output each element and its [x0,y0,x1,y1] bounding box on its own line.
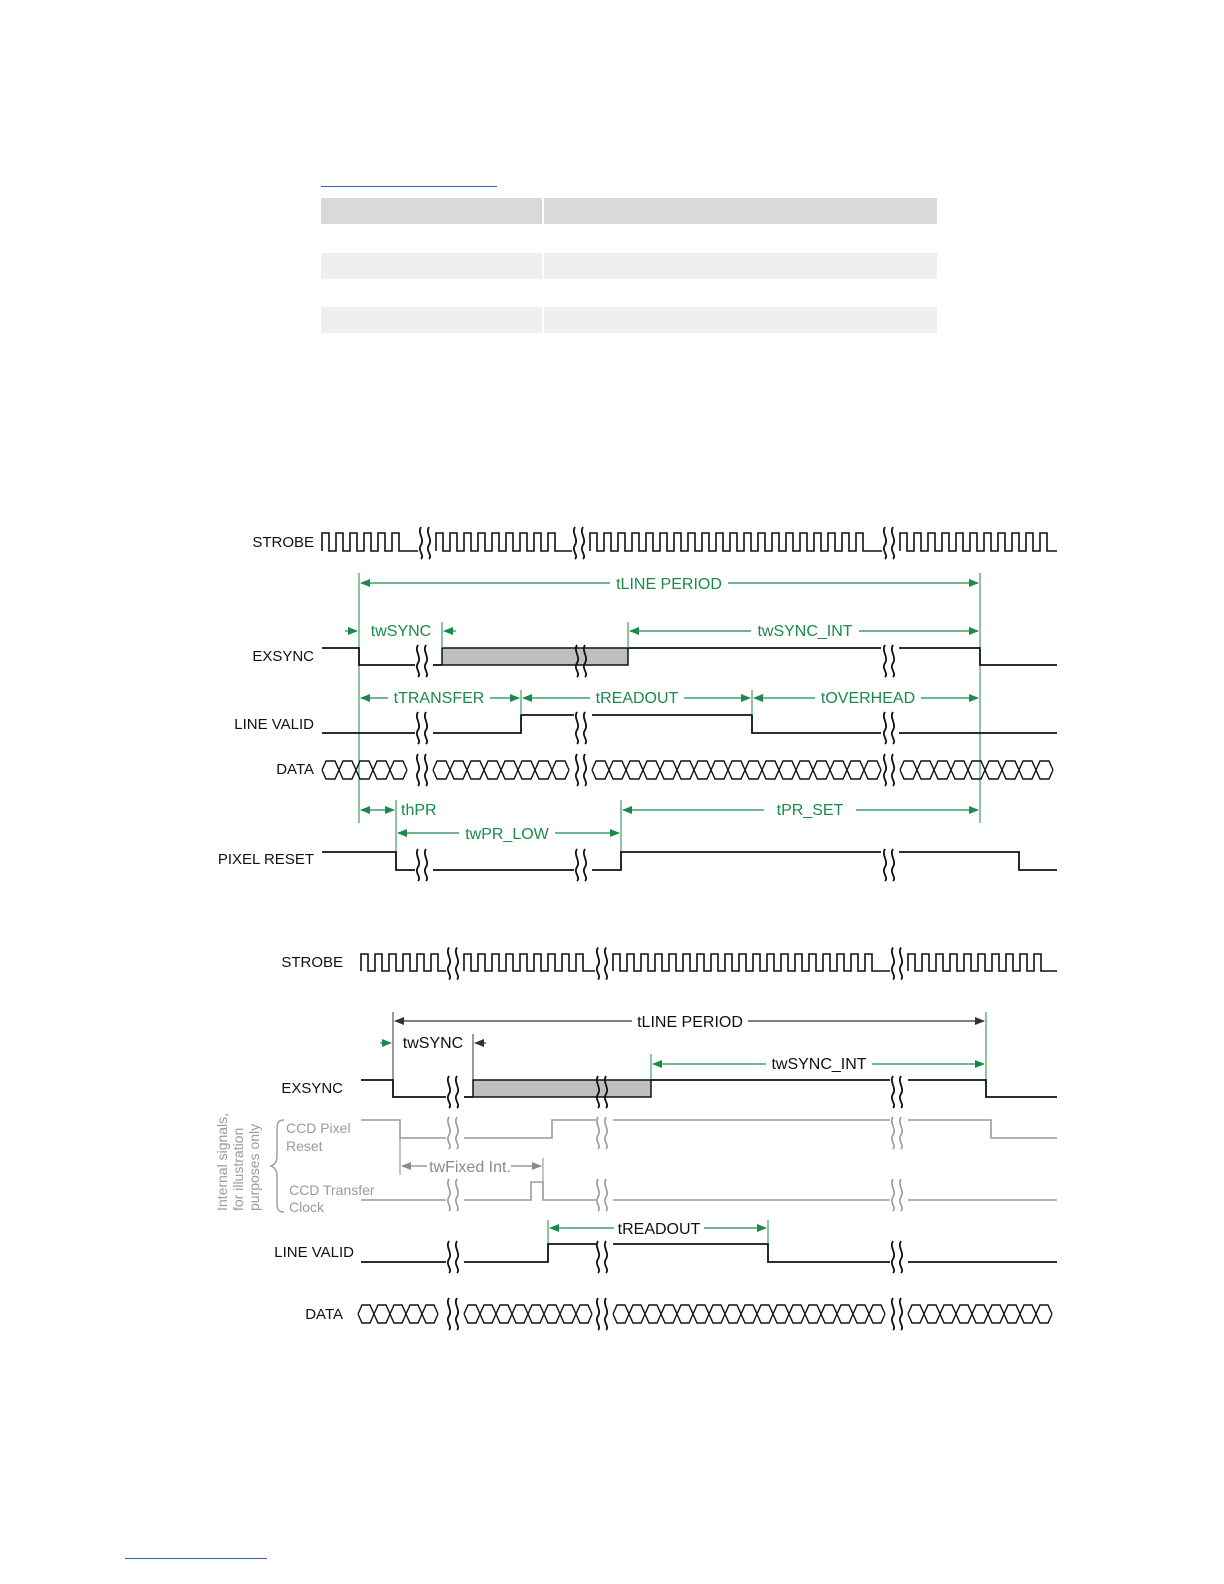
signal-label-data: DATA [276,761,314,778]
break-mark [417,645,427,677]
break-mark [448,948,458,980]
break-mark [576,754,586,786]
strobe-segment [590,533,882,551]
label-pr-set: tPR_SET [776,802,844,819]
ccd-pixel-reset-label-1: CCD Pixel [286,1120,351,1136]
strobe-segment [436,533,572,551]
break-stroke [884,754,886,786]
break-mark [597,1117,607,1149]
break-mark [892,1241,902,1273]
line-valid-dimensions [361,689,978,715]
wsync-int-dimension [628,622,978,648]
break-mark [892,948,902,980]
exsync-waveform [361,1076,1057,1108]
break-mark [417,849,427,881]
break-mark [597,1179,607,1211]
break-mark [597,1298,607,1330]
break-mark [576,712,586,744]
break-mark [417,712,427,744]
pixel-reset-dimensions [361,800,978,852]
break-mark [884,527,894,559]
break-mark [892,1117,902,1149]
break-mark [892,1179,902,1211]
label-overhead: tOVERHEAD [820,690,916,707]
wsync-int-dimension [651,1054,984,1080]
signal-label-line-valid: LINE VALID [274,1244,354,1261]
ccd-transfer-clock-waveform [361,1179,1057,1211]
signal-label-exsync: EXSYNC [281,1080,343,1097]
exsync-waveform [322,645,1057,677]
data-bus-segment [322,761,407,779]
strobe-segment [464,954,595,971]
break-stroke [597,948,599,980]
break-stroke [417,754,419,786]
strobe-segment [908,954,1057,971]
ccd-transfer-clock-label-2: Clock [289,1199,325,1215]
break-mark [574,527,584,559]
label-transfer: tTRANSFER [393,690,485,707]
signal-label-line-valid: LINE VALID [234,716,314,733]
break-stroke [884,527,886,559]
strobe-segment [900,533,1057,551]
break-stroke [605,1298,607,1330]
label-hpr: thPR [401,802,437,819]
ccd-transfer-clock-label-1: CCD Transfer [289,1182,375,1198]
wsync-dimension [345,622,456,648]
label-wsync: twSYNC [402,1035,464,1052]
break-mark [884,849,894,881]
internal-note-line-3: purposes only [246,1123,262,1211]
strobe-segment [322,533,418,551]
label-line-period: tLINE PERIOD [616,576,722,593]
label-readout: tREADOUT [595,690,679,707]
data-bus-segment [464,1305,592,1323]
label-wsync-int: twSYNC_INT [757,623,853,640]
strobe-waveform [322,527,1057,559]
label-wsync-int: twSYNC_INT [771,1056,867,1073]
break-stroke [597,1298,599,1330]
internal-note-line-1: Internal signals, [214,1112,230,1211]
break-stroke [448,1298,450,1330]
strobe-segment [613,954,890,971]
label-wsync: twSYNC [370,623,432,640]
label-fixed-int: twFixed Int. [429,1159,511,1176]
break-mark [884,754,894,786]
pixel-reset-waveform [322,849,1057,881]
break-stroke [900,948,902,980]
break-stroke [428,527,430,559]
label-readout: tREADOUT [617,1221,701,1238]
break-stroke [456,1298,458,1330]
break-stroke [892,1298,894,1330]
break-mark [884,645,894,677]
break-stroke [420,527,422,559]
break-stroke [892,948,894,980]
break-mark [420,527,430,559]
signal-label-pixel-reset: PIXEL RESET [217,851,314,868]
break-stroke [605,948,607,980]
break-mark [448,1076,458,1108]
diagram-2 [214,948,1057,1331]
data-bus-segment [592,761,881,779]
diagram-1 [218,527,1057,881]
data-bus-segment [900,761,1053,779]
break-mark [597,948,607,980]
label-line-period: tLINE PERIOD [637,1014,743,1031]
break-mark [448,1298,458,1330]
internal-signals-note [214,1113,262,1211]
data-bus-waveform [358,1298,1052,1330]
break-mark [576,849,586,881]
break-stroke [892,754,894,786]
break-mark [448,1117,458,1149]
data-bus-segment [613,1305,885,1323]
break-mark [448,1241,458,1273]
break-stroke [448,948,450,980]
ccd-pixel-reset-waveform [361,1117,1057,1149]
strobe-waveform [361,948,1057,980]
data-bus-segment [358,1305,438,1323]
break-stroke [425,754,427,786]
data-bus-waveform [322,754,1053,786]
label-wpr-low: twPR_LOW [465,826,549,843]
ccd-pixel-reset-label-2: Reset [286,1138,323,1154]
break-stroke [574,527,576,559]
break-stroke [900,1298,902,1330]
readout-dimension [548,1219,768,1244]
break-mark [417,754,427,786]
internal-signals-brace [271,1120,284,1212]
line-period-dimension [393,1012,986,1080]
wsync-dimension [380,1034,486,1080]
break-mark [892,1298,902,1330]
break-stroke [892,527,894,559]
signal-label-strobe: STROBE [252,534,314,551]
break-mark [448,1179,458,1211]
break-stroke [584,754,586,786]
break-mark [597,1241,607,1273]
signal-label-data: DATA [305,1306,343,1323]
break-mark [892,1076,902,1108]
line-valid-waveform [361,1241,1057,1273]
data-bus-segment [908,1305,1052,1323]
bottom-link-underline[interactable] [125,1558,267,1559]
break-stroke [576,754,578,786]
strobe-segment [361,954,446,971]
internal-note-line-2: for illustration [230,1127,246,1211]
fixed-int-dimension [400,1138,543,1182]
break-stroke [456,948,458,980]
data-bus-segment [433,761,569,779]
line-valid-waveform [322,712,1057,744]
break-stroke [582,527,584,559]
signal-label-strobe: STROBE [281,954,343,971]
break-mark [884,712,894,744]
signal-label-exsync: EXSYNC [252,648,314,665]
